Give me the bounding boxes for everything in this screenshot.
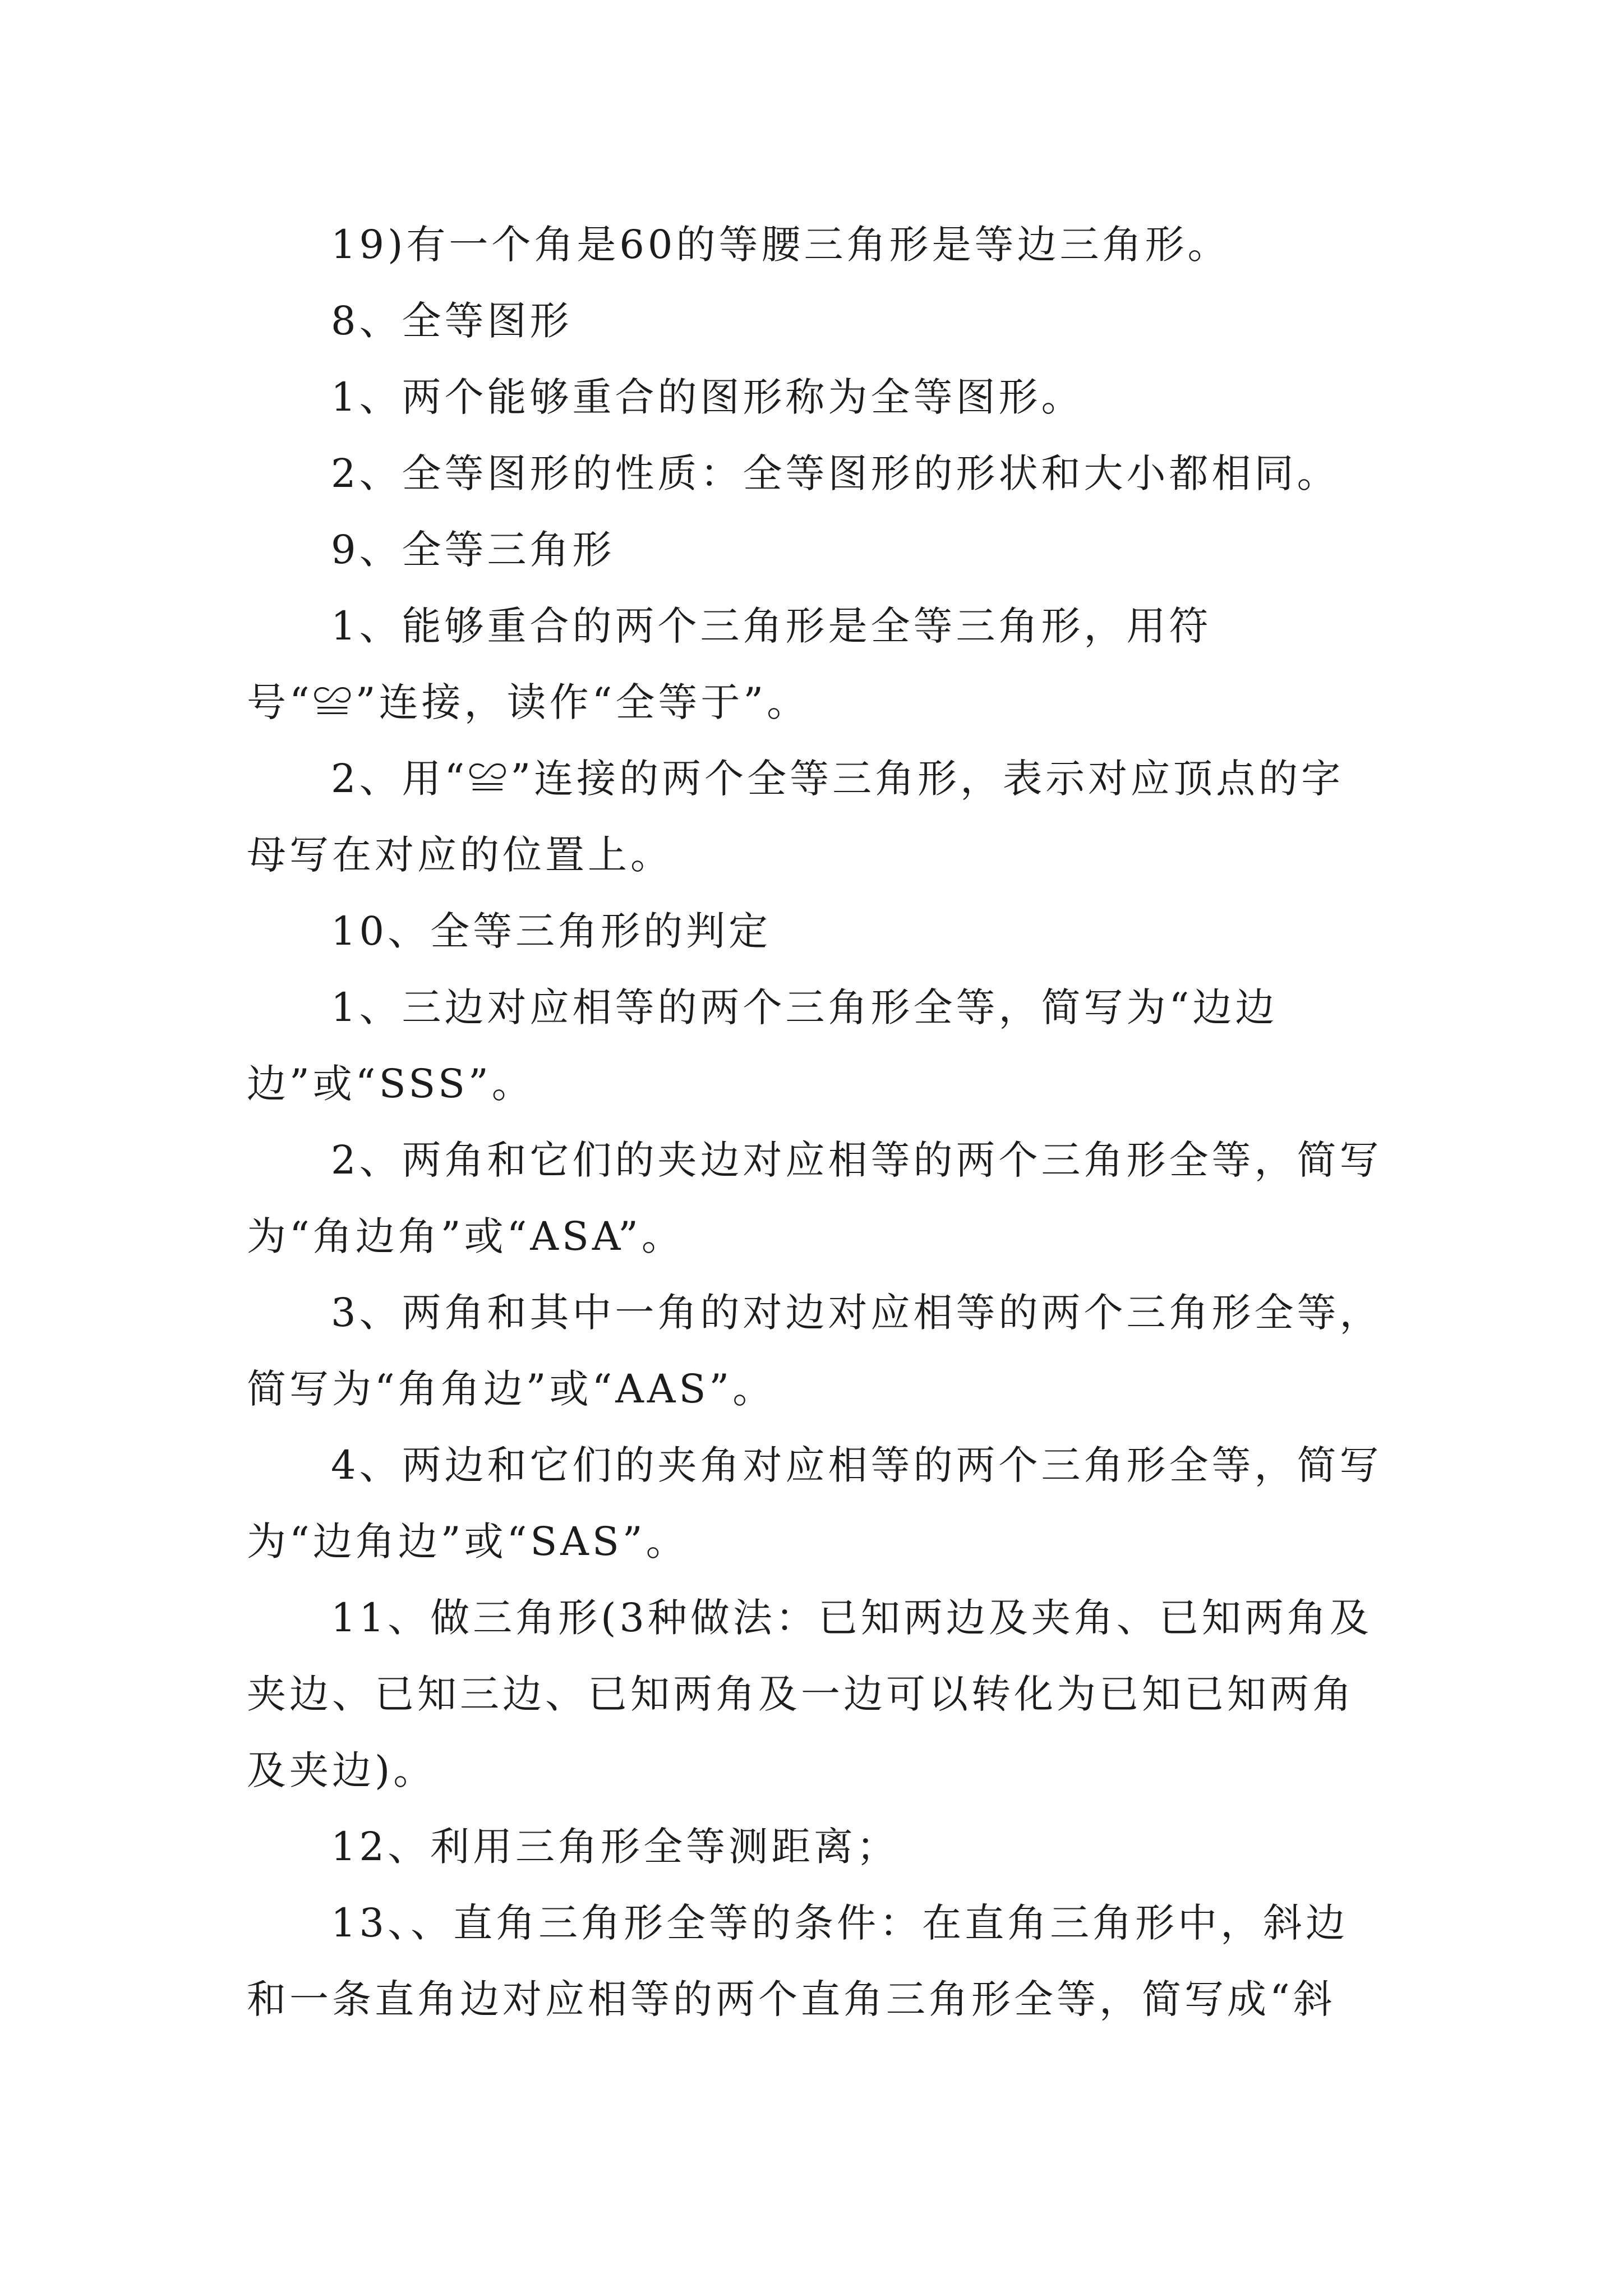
paragraph: 1、能够重合的两个三角形是全等三角形，用符号“≌”连接，读作“全等于”。 (247, 603, 1212, 725)
section-heading: 10、全等三角形的判定 (331, 908, 772, 954)
paragraph: 2、全等图形的性质：全等图形的形状和大小都相同。 (331, 450, 1340, 496)
paragraph: 3、两角和其中一角的对边对应相等的两个三角形全等，简写为“角角边”或“AAS”。 (247, 1290, 1382, 1412)
section-heading: 9、全等三角形 (331, 527, 615, 573)
paragraph: 4、两边和它们的夹角对应相等的两个三角形全等，简写为“边角边”或“SAS”。 (247, 1442, 1382, 1565)
paragraph: 13、、直角三角形全等的条件：在直角三角形中，斜边和一条直角边对应相等的两个直角三角形全等，简写成“斜 (247, 1900, 1349, 2022)
paragraph: 1、三边对应相等的两个三角形全等，简写为“边边边”或“SSS”。 (247, 984, 1278, 1107)
paragraph: 2、用“≌”连接的两个全等三角形，表示对应顶点的字母写在对应的位置上。 (247, 756, 1344, 878)
paragraph: 12、利用三角形全等测距离； (331, 1824, 900, 1870)
paragraph: 11、做三角形(3种做法：已知两边及夹角、已知两角及夹边、已知三边、已知两角及一边可以转化为已知已知两角及夹边)。 (247, 1595, 1372, 1793)
paragraph: 19)有一个角是60的等腰三角形是等边三角形。 (331, 222, 1230, 268)
section-heading: 8、全等图形 (331, 298, 573, 344)
paragraph: 1、两个能够重合的图形称为全等图形。 (331, 374, 1084, 420)
paragraph: 2、两角和它们的夹边对应相等的两个三角形全等，简写为“角边角”或“ASA”。 (247, 1137, 1382, 1259)
